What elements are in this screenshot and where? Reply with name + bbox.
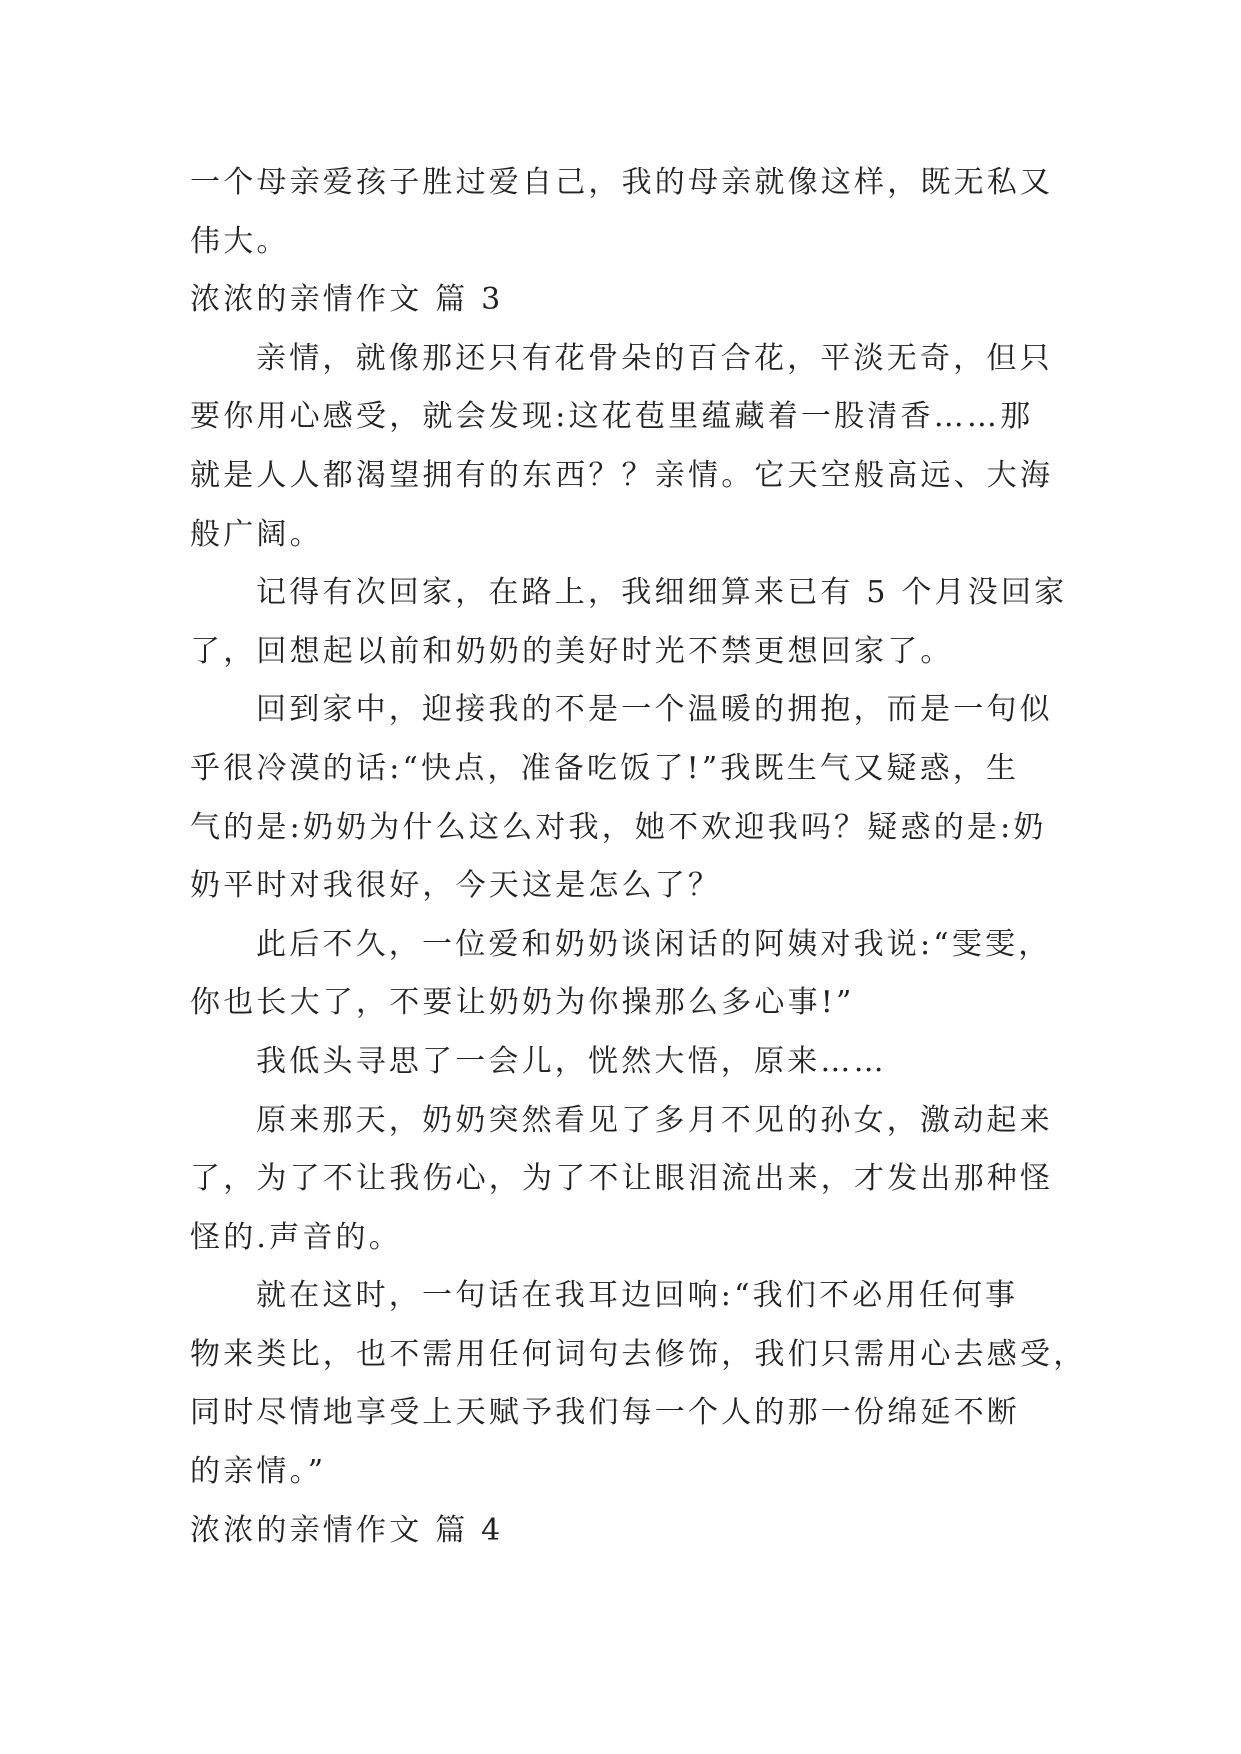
text-line: 怪的.声音的。 xyxy=(190,1219,402,1255)
paragraph-first-line: 原来那天，奶奶突然看见了多月不见的孙女，激动起来 xyxy=(256,1102,1053,1138)
text-line: 般广阔。 xyxy=(190,516,323,552)
text-line: 物来类比，也不需用任何词句去修饰，我们只需用心去感受， xyxy=(190,1336,1087,1372)
text-line: 气的是:奶奶为什么这么对我，她不欢迎我吗？疑惑的是:奶 xyxy=(190,809,1047,845)
text-line: 同时尽情地享受上天赋予我们每一个人的那一份绵延不断 xyxy=(190,1395,1020,1431)
section-heading: 浓浓的亲情作文 篇 3 xyxy=(190,282,504,318)
paragraph-first-line: 回到家中，迎接我的不是一个温暖的拥抱，而是一句似 xyxy=(256,692,1053,728)
text-line: 乎很冷漠的话:“快点，准备吃饭了!”我既生气又疑惑，生 xyxy=(190,750,1020,786)
paragraph-first-line: 此后不久，一位爱和奶奶谈闲话的阿姨对我说:“雯雯， xyxy=(256,926,1052,962)
text-line: 的亲情。” xyxy=(190,1454,327,1490)
text-line: 奶平时对我很好，今天这是怎么了？ xyxy=(190,868,722,904)
text-line: 一个母亲爱孩子胜过爱自己，我的母亲就像这样，既无私又 xyxy=(190,165,1054,200)
text-line: 就是人人都渴望拥有的东西？？亲情。它天空般高远、大海 xyxy=(190,457,1054,493)
text-line: 伟大。 xyxy=(190,223,290,259)
paragraph-first-line: 就在这时，一句话在我耳边回响:“我们不必用任何事 xyxy=(256,1278,1019,1314)
text-line: 了，回想起以前和奶奶的美好时光不禁更想回家了。 xyxy=(190,633,954,669)
document-body xyxy=(190,154,1087,1560)
text-line: 了，为了不让我伤心，为了不让眼泪流出来，才发出那种怪 xyxy=(190,1161,1054,1197)
paragraph-first-line: 记得有次回家，在路上，我细细算来已有 5 个月没回家 xyxy=(256,575,1068,611)
text-line: 要你用心感受，就会发现:这花苞里蕴藏着一股清香……那 xyxy=(190,399,1034,435)
section-heading: 浓浓的亲情作文 篇 4 xyxy=(190,1512,504,1548)
paragraph-first-line: 亲情，就像那还只有花骨朵的百合花，平淡无奇，但只 xyxy=(256,340,1053,376)
text-line: 你也长大了，不要让奶奶为你操那么多心事!” xyxy=(190,985,855,1021)
paragraph-first-line: 我低头寻思了一会儿，恍然大悟，原来…… xyxy=(256,1043,887,1079)
